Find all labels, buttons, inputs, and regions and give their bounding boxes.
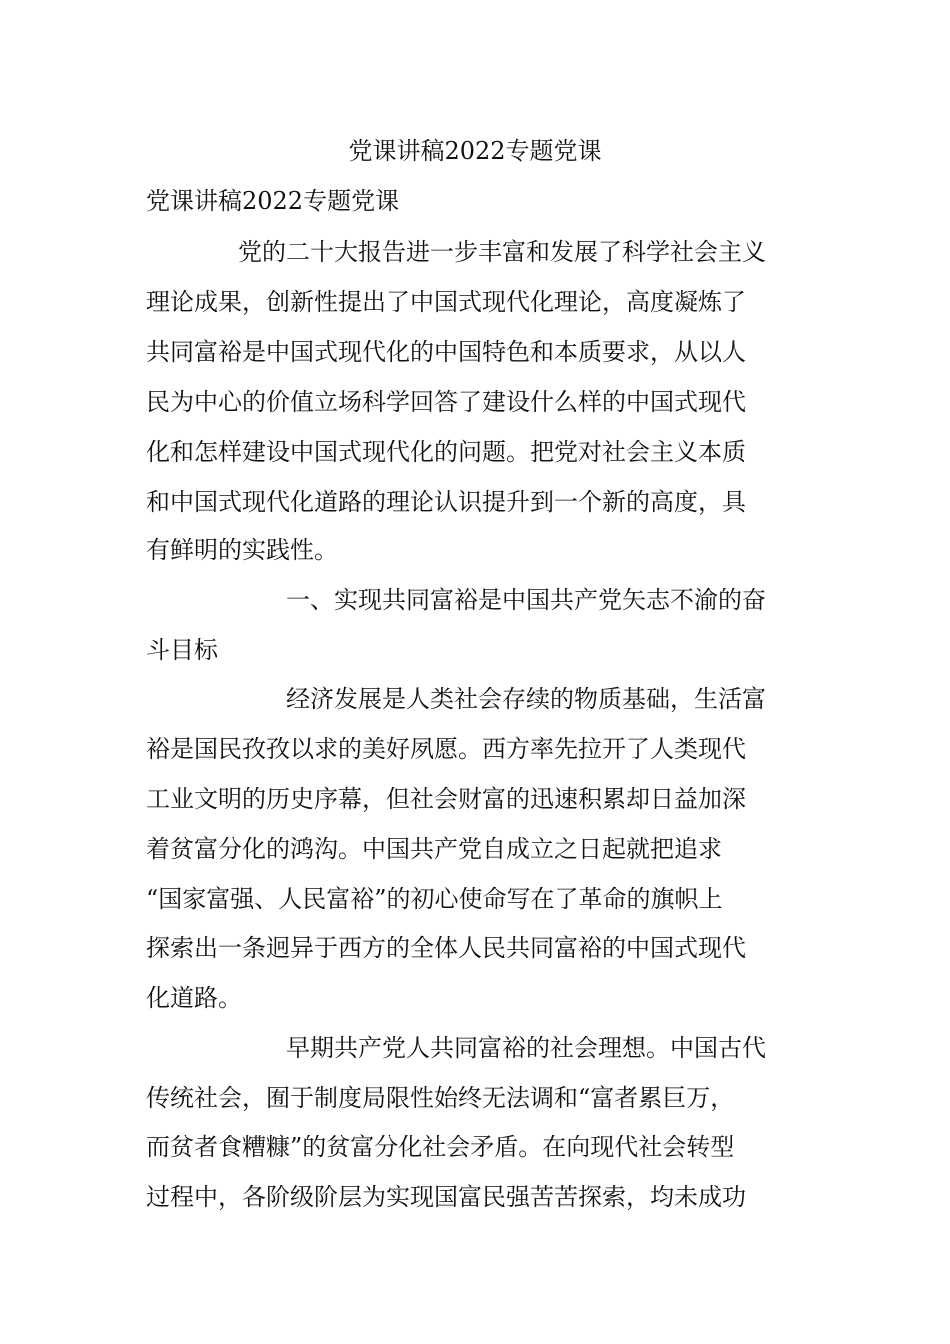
- paragraph-3-line: 过程中，各阶级阶层为实现国富民强苦苦探索，均未成功: [146, 1183, 746, 1211]
- paragraph-2-line: 经济发展是人类社会存续的物质基础，生活富: [286, 685, 766, 713]
- section-heading-line: 一、实现共同富裕是中国共产党矢志不渝的奋: [286, 586, 766, 614]
- paragraph-1-line: 有鲜明的实践性。: [146, 536, 338, 564]
- section-heading-line: 斗目标: [146, 636, 218, 664]
- paragraph-1-line: 民为中心的价值立场科学回答了建设什么样的中国式现代: [146, 388, 746, 416]
- document-subtitle: 党课讲稿2022专题党课: [146, 187, 400, 215]
- paragraph-2-line: 工业文明的历史序幕，但社会财富的迅速积累却日益加深: [146, 785, 746, 813]
- paragraph-3-line: 传统社会，囿于制度局限性始终无法调和“富者累巨万，: [146, 1084, 735, 1112]
- paragraph-2-line: 着贫富分化的鸿沟。中国共产党自成立之日起就把追求: [146, 835, 722, 863]
- paragraph-1-line: 和中国式现代化道路的理论认识提升到一个新的高度，具: [146, 488, 746, 516]
- paragraph-2-line: “国家富强、人民富裕”的初心使命写在了革命的旗帜上: [146, 885, 723, 913]
- paragraph-3-line: 早期共产党人共同富裕的社会理想。中国古代: [286, 1034, 766, 1062]
- paragraph-2-line: 化道路。: [146, 984, 242, 1012]
- paragraph-2-line: 裕是国民孜孜以求的美好夙愿。西方率先拉开了人类现代: [146, 735, 746, 763]
- paragraph-1-line: 共同富裕是中国式现代化的中国特色和本质要求，从以人: [146, 338, 746, 366]
- paragraph-1-line: 理论成果，创新性提出了中国式现代化理论，高度凝炼了: [146, 288, 746, 316]
- paragraph-3-line: 而贫者食糟糠”的贫富分化社会矛盾。在向现代社会转型: [146, 1133, 735, 1161]
- document-title: 党课讲稿2022专题党课: [348, 137, 602, 165]
- paragraph-1-line: 党的二十大报告进一步丰富和发展了科学社会主义: [238, 238, 766, 266]
- paragraph-2-line: 探索出一条迥异于西方的全体人民共同富裕的中国式现代: [146, 934, 746, 962]
- paragraph-1-line: 化和怎样建设中国式现代化的问题。把党对社会主义本质: [146, 438, 746, 466]
